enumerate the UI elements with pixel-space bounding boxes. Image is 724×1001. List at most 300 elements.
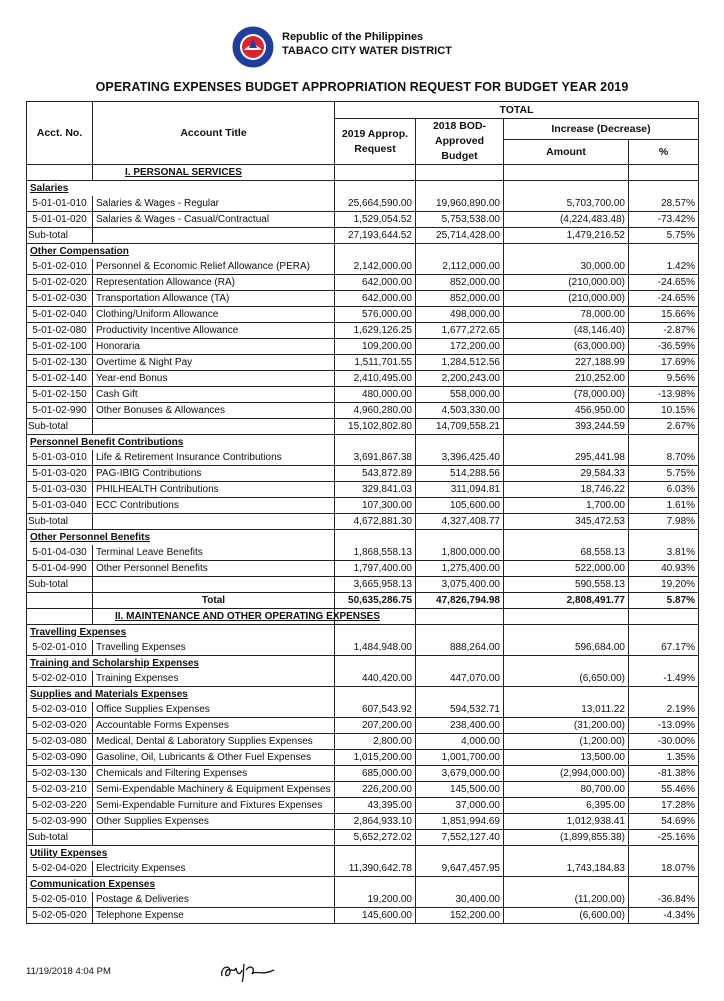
amount-value: 393,244.59 bbox=[504, 419, 629, 435]
account-number: 5-01-02-990 bbox=[27, 403, 93, 419]
amt-cell bbox=[504, 846, 629, 862]
amt-cell bbox=[504, 530, 629, 546]
amount-value: 522,000.00 bbox=[504, 561, 629, 577]
req-cell bbox=[335, 530, 416, 546]
account-title: Representation Allowance (RA) bbox=[93, 275, 335, 291]
table-row bbox=[27, 196, 699, 212]
acct-cell bbox=[27, 609, 93, 625]
account-title: Overtime & Night Pay bbox=[93, 355, 335, 371]
account-number: 5-02-03-210 bbox=[27, 782, 93, 798]
account-title: Other Personnel Benefits bbox=[93, 561, 335, 577]
request-value: 480,000.00 bbox=[335, 387, 416, 403]
pct-value: 5.75% bbox=[629, 228, 699, 244]
title-cell bbox=[93, 577, 335, 593]
budget-table bbox=[26, 101, 699, 924]
pct-value: 7.98% bbox=[629, 514, 699, 530]
group-row bbox=[27, 530, 699, 546]
account-title: Telephone Expense bbox=[93, 908, 335, 924]
section-row bbox=[27, 165, 699, 181]
account-number: 5-01-03-040 bbox=[27, 498, 93, 514]
group-row bbox=[27, 435, 699, 451]
table-row bbox=[27, 307, 699, 323]
initials-signature bbox=[218, 954, 278, 984]
group-title: Other Personnel Benefits bbox=[27, 530, 335, 546]
amount-value: 30,000.00 bbox=[504, 259, 629, 275]
bod-value: 852,000.00 bbox=[416, 275, 504, 291]
print-datetime: 11/19/2018 4:04 PM bbox=[26, 966, 111, 977]
pct-value: -81.38% bbox=[629, 766, 699, 782]
req-cell bbox=[335, 877, 416, 893]
account-title: Medical, Dental & Laboratory Supplies Expenses bbox=[93, 734, 335, 750]
request-value: 15,102,802.80 bbox=[335, 419, 416, 435]
pct-cell bbox=[629, 609, 699, 625]
pct-value: -73.42% bbox=[629, 212, 699, 228]
subtotal-row bbox=[27, 419, 699, 435]
pct-value: -13.09% bbox=[629, 718, 699, 734]
req-cell bbox=[335, 165, 416, 181]
table-row bbox=[27, 671, 699, 687]
group-row bbox=[27, 244, 699, 260]
req-cell bbox=[335, 656, 416, 672]
bod-value: 4,000.00 bbox=[416, 734, 504, 750]
account-number: 5-01-02-140 bbox=[27, 371, 93, 387]
amount-value: 295,441.98 bbox=[504, 450, 629, 466]
pct-value: 9.56% bbox=[629, 371, 699, 387]
request-value: 3,665,958.13 bbox=[335, 577, 416, 593]
amount-value: (210,000.00) bbox=[504, 275, 629, 291]
request-value: 107,300.00 bbox=[335, 498, 416, 514]
group-row bbox=[27, 877, 699, 893]
bod-value: 1,851,994.69 bbox=[416, 814, 504, 830]
pct-value: -30.00% bbox=[629, 734, 699, 750]
request-value: 4,672,881.30 bbox=[335, 514, 416, 530]
bod-value: 1,677,272.65 bbox=[416, 323, 504, 339]
request-value: 543,872.89 bbox=[335, 466, 416, 482]
amount-value: 1,479,216.52 bbox=[504, 228, 629, 244]
request-value: 1,484,948.00 bbox=[335, 640, 416, 656]
table-row bbox=[27, 718, 699, 734]
amt-cell bbox=[504, 609, 629, 625]
pct-cell bbox=[629, 687, 699, 703]
pct-value: 40.93% bbox=[629, 561, 699, 577]
account-number: 5-01-04-030 bbox=[27, 545, 93, 561]
amount-value: (63,000.00) bbox=[504, 339, 629, 355]
account-number: 5-01-02-030 bbox=[27, 291, 93, 307]
request-value: 329,841.03 bbox=[335, 482, 416, 498]
req-cell bbox=[335, 687, 416, 703]
account-title: Chemicals and Filtering Expenses bbox=[93, 766, 335, 782]
bod-value: 152,200.00 bbox=[416, 908, 504, 924]
amt-cell bbox=[504, 165, 629, 181]
account-title: Productivity Incentive Allowance bbox=[93, 323, 335, 339]
req-cell bbox=[335, 435, 416, 451]
account-number: 5-01-02-150 bbox=[27, 387, 93, 403]
bod-value: 14,709,558.21 bbox=[416, 419, 504, 435]
table-row bbox=[27, 498, 699, 514]
pct-value: 1.61% bbox=[629, 498, 699, 514]
bod-value: 3,396,425.40 bbox=[416, 450, 504, 466]
request-value: 1,511,701.55 bbox=[335, 355, 416, 371]
table-body bbox=[27, 165, 699, 924]
bod-value: 1,001,700.00 bbox=[416, 750, 504, 766]
amt-cell bbox=[504, 877, 629, 893]
req-cell bbox=[335, 181, 416, 197]
subtotal-label: Sub-total bbox=[27, 514, 93, 530]
account-title: Life & Retirement Insurance Contributions bbox=[93, 450, 335, 466]
table-row bbox=[27, 371, 699, 387]
pct-value: 15.66% bbox=[629, 307, 699, 323]
bod-cell bbox=[416, 609, 504, 625]
table-row bbox=[27, 640, 699, 656]
bod-value: 47,826,794.98 bbox=[416, 593, 504, 609]
amount-value: 13,500.00 bbox=[504, 750, 629, 766]
col-amount-header: Amount bbox=[504, 139, 629, 164]
pct-value: 1.42% bbox=[629, 259, 699, 275]
bod-value: 3,679,000.00 bbox=[416, 766, 504, 782]
total-label: Total bbox=[93, 593, 335, 609]
table-row bbox=[27, 259, 699, 275]
pct-value: 67.17% bbox=[629, 640, 699, 656]
col-pct-header: % bbox=[629, 139, 699, 164]
bod-value: 4,327,408.77 bbox=[416, 514, 504, 530]
account-number: 5-01-02-130 bbox=[27, 355, 93, 371]
request-value: 25,664,590.00 bbox=[335, 196, 416, 212]
request-value: 576,000.00 bbox=[335, 307, 416, 323]
account-number: 5-02-02-010 bbox=[27, 671, 93, 687]
pct-value: 28.57% bbox=[629, 196, 699, 212]
pct-value: 54.69% bbox=[629, 814, 699, 830]
account-title: Other Bonuses & Allowances bbox=[93, 403, 335, 419]
amount-value: 2,808,491.77 bbox=[504, 593, 629, 609]
bod-value: 3,075,400.00 bbox=[416, 577, 504, 593]
table-row bbox=[27, 782, 699, 798]
account-title: Semi-Expendable Machinery & Equipment Expenses bbox=[93, 782, 335, 798]
account-title: Salaries & Wages - Casual/Contractual bbox=[93, 212, 335, 228]
account-title: Honoraria bbox=[93, 339, 335, 355]
table-row bbox=[27, 892, 699, 908]
amount-value: 6,395.00 bbox=[504, 798, 629, 814]
bod-value: 105,600.00 bbox=[416, 498, 504, 514]
subtotal-label: Sub-total bbox=[27, 419, 93, 435]
subtotal-row bbox=[27, 514, 699, 530]
district-name: TABACO CITY WATER DISTRICT bbox=[282, 45, 452, 57]
pct-value: 8.70% bbox=[629, 450, 699, 466]
account-number: 5-02-04-020 bbox=[27, 861, 93, 877]
table-row bbox=[27, 450, 699, 466]
amount-value: (31,200.00) bbox=[504, 718, 629, 734]
col-total-header: TOTAL bbox=[335, 102, 699, 119]
account-title: Year-end Bonus bbox=[93, 371, 335, 387]
pct-value: 6.03% bbox=[629, 482, 699, 498]
account-number: 5-01-03-020 bbox=[27, 466, 93, 482]
pct-value: -36.59% bbox=[629, 339, 699, 355]
section-row bbox=[27, 609, 699, 625]
request-value: 2,800.00 bbox=[335, 734, 416, 750]
bod-value: 30,400.00 bbox=[416, 892, 504, 908]
bod-value: 5,753,538.00 bbox=[416, 212, 504, 228]
section-title: II. MAINTENANCE AND OTHER OPERATING EXPENSES bbox=[93, 609, 335, 625]
account-number: 5-02-05-020 bbox=[27, 908, 93, 924]
group-row bbox=[27, 656, 699, 672]
bod-value: 594,532.71 bbox=[416, 702, 504, 718]
group-row bbox=[27, 846, 699, 862]
amount-value: (6,650.00) bbox=[504, 671, 629, 687]
amount-value: 345,472.53 bbox=[504, 514, 629, 530]
amount-value: 210,252.00 bbox=[504, 371, 629, 387]
amount-value: 78,000.00 bbox=[504, 307, 629, 323]
amount-value: 29,584.33 bbox=[504, 466, 629, 482]
col-request-header: 2019 Approp. Request bbox=[335, 119, 416, 165]
subtotal-label: Sub-total bbox=[27, 228, 93, 244]
request-value: 1,797,400.00 bbox=[335, 561, 416, 577]
bod-value: 498,000.00 bbox=[416, 307, 504, 323]
pct-value: 5.75% bbox=[629, 466, 699, 482]
pct-value: -1.49% bbox=[629, 671, 699, 687]
pct-value: 18.07% bbox=[629, 861, 699, 877]
pct-cell bbox=[629, 846, 699, 862]
section-title: I. PERSONAL SERVICES bbox=[93, 165, 335, 181]
request-value: 1,015,200.00 bbox=[335, 750, 416, 766]
request-value: 2,864,933.10 bbox=[335, 814, 416, 830]
pct-cell bbox=[629, 530, 699, 546]
bod-cell bbox=[416, 435, 504, 451]
table-row bbox=[27, 339, 699, 355]
request-value: 642,000.00 bbox=[335, 291, 416, 307]
bod-value: 238,400.00 bbox=[416, 718, 504, 734]
amount-value: 227,188.99 bbox=[504, 355, 629, 371]
request-value: 685,000.00 bbox=[335, 766, 416, 782]
bod-value: 37,000.00 bbox=[416, 798, 504, 814]
col-title-header: Account Title bbox=[93, 102, 335, 165]
title-cell bbox=[93, 830, 335, 846]
amount-value: (6,600.00) bbox=[504, 908, 629, 924]
bod-value: 514,288.56 bbox=[416, 466, 504, 482]
acct-cell bbox=[27, 593, 93, 609]
account-title: Terminal Leave Benefits bbox=[93, 545, 335, 561]
request-value: 607,543.92 bbox=[335, 702, 416, 718]
table-row bbox=[27, 861, 699, 877]
page-title: OPERATING EXPENSES BUDGET APPROPRIATION REQUEST FOR BUDGET YEAR 2019 bbox=[95, 80, 629, 94]
pct-value: 2.67% bbox=[629, 419, 699, 435]
table-row bbox=[27, 561, 699, 577]
amount-value: 5,703,700.00 bbox=[504, 196, 629, 212]
request-value: 207,200.00 bbox=[335, 718, 416, 734]
amt-cell bbox=[504, 687, 629, 703]
account-number: 5-01-01-010 bbox=[27, 196, 93, 212]
pct-value: -2.87% bbox=[629, 323, 699, 339]
account-title: ECC Contributions bbox=[93, 498, 335, 514]
table-row bbox=[27, 466, 699, 482]
amount-value: (210,000.00) bbox=[504, 291, 629, 307]
request-value: 2,410,495.00 bbox=[335, 371, 416, 387]
account-title: Clothing/Uniform Allowance bbox=[93, 307, 335, 323]
request-value: 642,000.00 bbox=[335, 275, 416, 291]
pct-value: -4.34% bbox=[629, 908, 699, 924]
account-number: 5-02-03-090 bbox=[27, 750, 93, 766]
req-cell bbox=[335, 244, 416, 260]
amt-cell bbox=[504, 625, 629, 641]
amount-value: 1,012,938.41 bbox=[504, 814, 629, 830]
request-value: 5,652,272.02 bbox=[335, 830, 416, 846]
amount-value: 456,950.00 bbox=[504, 403, 629, 419]
req-cell bbox=[335, 625, 416, 641]
pct-cell bbox=[629, 656, 699, 672]
request-value: 27,193,644.52 bbox=[335, 228, 416, 244]
pct-value: 55.46% bbox=[629, 782, 699, 798]
pct-cell bbox=[629, 877, 699, 893]
bod-cell bbox=[416, 181, 504, 197]
account-title: Gasoline, Oil, Lubricants & Other Fuel Expenses bbox=[93, 750, 335, 766]
account-title: Salaries & Wages - Regular bbox=[93, 196, 335, 212]
account-number: 5-01-02-010 bbox=[27, 259, 93, 275]
bod-value: 7,552,127.40 bbox=[416, 830, 504, 846]
account-title: Accountable Forms Expenses bbox=[93, 718, 335, 734]
account-number: 5-02-05-010 bbox=[27, 892, 93, 908]
request-value: 440,420.00 bbox=[335, 671, 416, 687]
amount-value: 80,700.00 bbox=[504, 782, 629, 798]
bod-value: 25,714,428.00 bbox=[416, 228, 504, 244]
bod-value: 447,070.00 bbox=[416, 671, 504, 687]
group-title: Other Compensation bbox=[27, 244, 335, 260]
group-title: Communication Expenses bbox=[27, 877, 335, 893]
account-number: 5-01-02-100 bbox=[27, 339, 93, 355]
bod-cell bbox=[416, 687, 504, 703]
acct-cell bbox=[27, 165, 93, 181]
amount-value: (48,146.40) bbox=[504, 323, 629, 339]
subtotal-row bbox=[27, 577, 699, 593]
bod-value: 19,960,890.00 bbox=[416, 196, 504, 212]
pct-value: -36.84% bbox=[629, 892, 699, 908]
account-title: Other Supplies Expenses bbox=[93, 814, 335, 830]
request-value: 19,200.00 bbox=[335, 892, 416, 908]
bod-value: 888,264.00 bbox=[416, 640, 504, 656]
pct-value: -25.16% bbox=[629, 830, 699, 846]
bod-value: 1,275,400.00 bbox=[416, 561, 504, 577]
letterhead bbox=[0, 26, 724, 66]
table-row bbox=[27, 355, 699, 371]
pct-value: 5.87% bbox=[629, 593, 699, 609]
req-cell bbox=[335, 846, 416, 862]
amt-cell bbox=[504, 435, 629, 451]
pct-value: 3.81% bbox=[629, 545, 699, 561]
pct-cell bbox=[629, 181, 699, 197]
account-title: Semi-Expendable Furniture and Fixtures Expenses bbox=[93, 798, 335, 814]
pct-value: 17.28% bbox=[629, 798, 699, 814]
group-row bbox=[27, 181, 699, 197]
account-number: 5-02-03-220 bbox=[27, 798, 93, 814]
bod-cell bbox=[416, 846, 504, 862]
title-cell bbox=[93, 514, 335, 530]
request-value: 50,635,286.75 bbox=[335, 593, 416, 609]
account-title: Training Expenses bbox=[93, 671, 335, 687]
group-title: Salaries bbox=[27, 181, 335, 197]
amount-value: (2,994,000.00) bbox=[504, 766, 629, 782]
account-title: PHILHEALTH Contributions bbox=[93, 482, 335, 498]
pct-value: 19.20% bbox=[629, 577, 699, 593]
account-number: 5-02-03-020 bbox=[27, 718, 93, 734]
account-title: PAG-IBIG Contributions bbox=[93, 466, 335, 482]
amount-value: (4,224,483.48) bbox=[504, 212, 629, 228]
pct-value: -13.98% bbox=[629, 387, 699, 403]
table-row bbox=[27, 750, 699, 766]
account-title: Office Supplies Expenses bbox=[93, 702, 335, 718]
amount-value: (78,000.00) bbox=[504, 387, 629, 403]
group-row bbox=[27, 625, 699, 641]
request-value: 2,142,000.00 bbox=[335, 259, 416, 275]
amount-value: 18,746.22 bbox=[504, 482, 629, 498]
table-row bbox=[27, 545, 699, 561]
account-number: 5-02-03-010 bbox=[27, 702, 93, 718]
amount-value: (1,899,855.38) bbox=[504, 830, 629, 846]
account-number: 5-01-02-040 bbox=[27, 307, 93, 323]
bod-cell bbox=[416, 656, 504, 672]
amount-value: 1,743,184.83 bbox=[504, 861, 629, 877]
pct-cell bbox=[629, 244, 699, 260]
bod-value: 558,000.00 bbox=[416, 387, 504, 403]
account-number: 5-02-03-130 bbox=[27, 766, 93, 782]
table-row bbox=[27, 766, 699, 782]
request-value: 226,200.00 bbox=[335, 782, 416, 798]
table-row bbox=[27, 212, 699, 228]
amount-value: 13,011.22 bbox=[504, 702, 629, 718]
group-title: Travelling Expenses bbox=[27, 625, 335, 641]
account-number: 5-02-03-080 bbox=[27, 734, 93, 750]
title-cell bbox=[93, 419, 335, 435]
request-value: 43,395.00 bbox=[335, 798, 416, 814]
amount-value: 590,558.13 bbox=[504, 577, 629, 593]
group-row bbox=[27, 687, 699, 703]
group-title: Supplies and Materials Expenses bbox=[27, 687, 335, 703]
amount-value: 596,684.00 bbox=[504, 640, 629, 656]
account-number: 5-02-03-990 bbox=[27, 814, 93, 830]
table-row bbox=[27, 387, 699, 403]
amt-cell bbox=[504, 656, 629, 672]
table-row bbox=[27, 908, 699, 924]
col-bod-header: 2018 BOD-Approved Budget bbox=[416, 119, 504, 165]
amount-value: 68,558.13 bbox=[504, 545, 629, 561]
bod-cell bbox=[416, 530, 504, 546]
request-value: 1,629,126.25 bbox=[335, 323, 416, 339]
pct-value: 2.19% bbox=[629, 702, 699, 718]
request-value: 4,960,280.00 bbox=[335, 403, 416, 419]
bod-cell bbox=[416, 625, 504, 641]
account-title: Travelling Expenses bbox=[93, 640, 335, 656]
bod-value: 4,503,330.00 bbox=[416, 403, 504, 419]
account-title: Electricity Expenses bbox=[93, 861, 335, 877]
table-row bbox=[27, 734, 699, 750]
account-title: Personnel & Economic Relief Allowance (PERA) bbox=[93, 259, 335, 275]
request-value: 109,200.00 bbox=[335, 339, 416, 355]
bod-value: 311,094.81 bbox=[416, 482, 504, 498]
pct-value: -24.65% bbox=[629, 291, 699, 307]
amount-value: (11,200.00) bbox=[504, 892, 629, 908]
account-number: 5-02-01-010 bbox=[27, 640, 93, 656]
request-value: 3,691,867.38 bbox=[335, 450, 416, 466]
account-title: Postage & Deliveries bbox=[93, 892, 335, 908]
request-value: 1,868,558.13 bbox=[335, 545, 416, 561]
table-row bbox=[27, 403, 699, 419]
bod-value: 852,000.00 bbox=[416, 291, 504, 307]
group-title: Training and Scholarship Expenses bbox=[27, 656, 335, 672]
table-row bbox=[27, 482, 699, 498]
bod-value: 2,200,243.00 bbox=[416, 371, 504, 387]
bod-cell bbox=[416, 244, 504, 260]
amt-cell bbox=[504, 181, 629, 197]
bod-value: 145,500.00 bbox=[416, 782, 504, 798]
subtotal-row bbox=[27, 830, 699, 846]
table-row bbox=[27, 291, 699, 307]
table-row bbox=[27, 323, 699, 339]
